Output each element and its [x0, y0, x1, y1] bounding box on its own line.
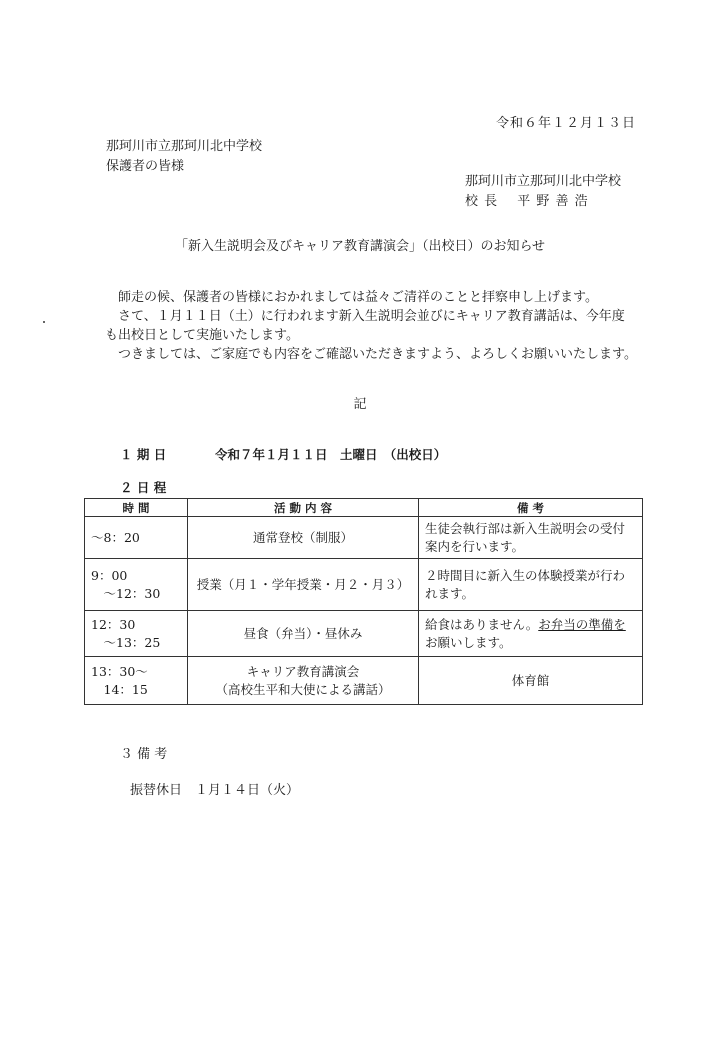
activity-line: 授業（月１・学年授業・月２・月３） — [196, 576, 410, 592]
note-line: お願いします。 — [425, 634, 512, 650]
section-date-label: １ 期 日 — [120, 447, 167, 462]
body-text — [105, 288, 635, 364]
time-line: ～12：30 — [91, 585, 161, 601]
section-notes-label: ３ 備 考 — [120, 747, 168, 762]
table-row — [85, 517, 643, 559]
recipient-school: 那珂川市立那珂川北中学校 — [106, 139, 263, 154]
note-cell — [419, 517, 643, 559]
table-row — [85, 559, 643, 611]
document-date: 令和６年１２月１３日 — [496, 116, 637, 131]
section-date-value: 令和７年１月１１日 土曜日 （出校日） — [215, 447, 447, 462]
activity-line: 昼食（弁当）・昼休み — [243, 625, 363, 641]
note-line: ２時間目に新入生の体験授業が行わ — [425, 567, 626, 583]
activity-cell — [188, 657, 419, 705]
time-line: 9：00 — [91, 567, 128, 583]
body-paragraph-2-line-2: も出校日として実施いたします。 — [105, 328, 299, 343]
note-text: 給食はありません。 — [425, 616, 539, 632]
scan-speck — [43, 321, 45, 323]
document-title: 「新入生説明会及びキャリア教育講演会」（出校日）のお知らせ — [174, 239, 546, 254]
recipient: 保護者の皆様 — [106, 159, 185, 174]
time-line: 14：15 — [91, 681, 148, 697]
body-paragraph-1: 師走の候、保護者の皆様におかれましては益々ご清祥のことと拝察申し上げます。 — [105, 290, 598, 305]
section-date — [120, 445, 446, 463]
note-cell — [419, 657, 643, 705]
note-line: 案内を行います。 — [425, 538, 525, 554]
note-underlined-text: お弁当の準備を — [538, 616, 626, 632]
schedule-table — [84, 498, 643, 705]
time-cell — [85, 517, 188, 559]
time-line: 12：30 — [91, 616, 136, 632]
activity-cell — [188, 517, 419, 559]
table-row — [85, 611, 643, 657]
activity-cell — [188, 559, 419, 611]
sender-school: 那珂川市立那珂川北中学校 — [465, 174, 622, 189]
note-line — [425, 616, 636, 634]
activity-line: （高校生平和大使による講話） — [215, 681, 391, 697]
activity-line: キャリア教育講演会 — [246, 663, 360, 679]
activity-cell — [188, 611, 419, 657]
body-paragraph-2-line-1: さて、１月１１日（土）に行われます新入生説明会並びにキャリア教育講話は、今年度 — [105, 309, 625, 324]
time-cell — [85, 657, 188, 705]
header-activity: 活 動 内 容 — [188, 499, 419, 517]
note-cell — [419, 559, 643, 611]
note-cell — [419, 611, 643, 657]
substitute-holiday: 振替休日 １月１４日（火） — [130, 783, 300, 798]
body-paragraph-3: つきましては、ご家庭でも内容をご確認いただきますよう、よろしくお願いいたします。 — [105, 347, 637, 362]
schedule-header-row — [85, 499, 643, 517]
note-line: 生徒会執行部は新入生説明会の受付 — [425, 520, 626, 536]
time-line: 13：30～ — [91, 663, 148, 679]
activity-line: 通常登校（制服） — [252, 529, 353, 545]
time-line: ～8：20 — [91, 529, 140, 545]
header-notes: 備 考 — [419, 499, 643, 517]
time-cell — [85, 559, 188, 611]
note-line: れます。 — [425, 585, 475, 601]
ki-heading: 記 — [353, 397, 367, 412]
table-row — [85, 657, 643, 705]
time-line: ～13：25 — [91, 634, 161, 650]
sender-name: 校 長 平 野 善 浩 — [465, 194, 589, 209]
section-schedule-label: ２ 日 程 — [120, 480, 167, 495]
header-time: 時 間 — [85, 499, 188, 517]
note-line: 体育館 — [511, 672, 550, 688]
time-cell — [85, 611, 188, 657]
